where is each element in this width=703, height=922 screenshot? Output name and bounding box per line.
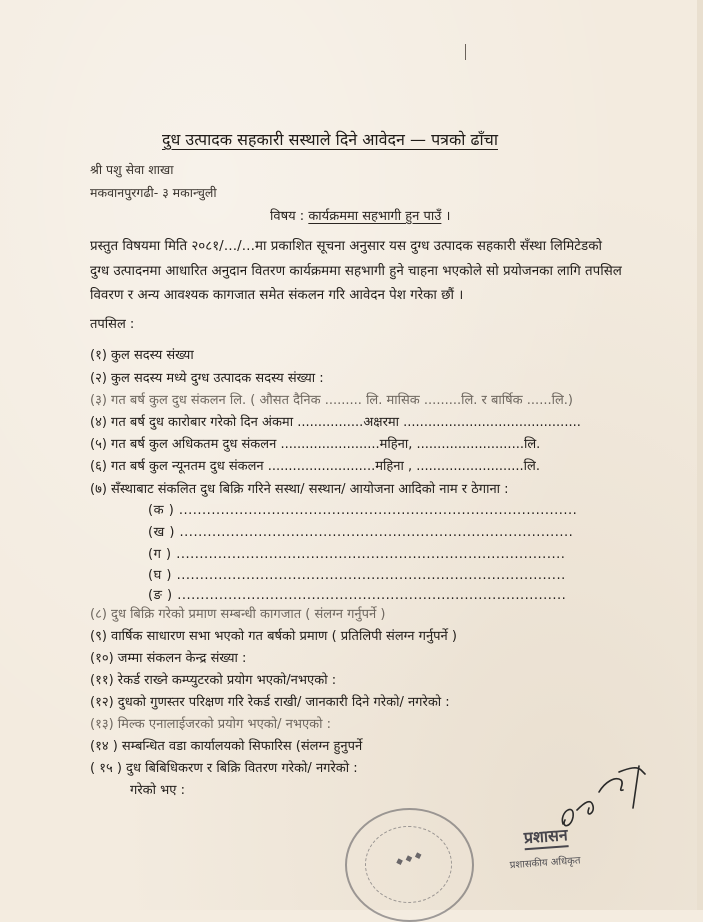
list-item: (३) गत बर्ष कुल दुध संकलन लि. ( औसत दैनिक ......... लि. मासिक .........लि. र बार्षिक ......लि.): [90, 393, 573, 408]
pen-mark: [465, 44, 466, 60]
list-item: (६) गत बर्ष कुल न्यूनतम दुध संकलन ..........................महिना , ..........................लि.: [90, 459, 540, 474]
list-item: (९) वार्षिक साधारण सभा भएको गत बर्षको प्रमाण ( प्रतिलिपी संलग्न गर्नुपर्ने ): [90, 629, 457, 644]
list-item: (१) कुल सदस्य संख्या: [90, 348, 194, 363]
body-line-3: विवरण र अन्य आवश्यक कागजात समेत संकलन गरि आवेदन पेश गरेका छौं ।: [90, 288, 464, 303]
subject-label: विषय :: [270, 209, 305, 224]
sub-list-item: (ग ) ....................................................................................: [148, 547, 566, 562]
recipient-line-1: श्री पशु सेवा शाखा: [90, 162, 174, 177]
subject-line: [270, 206, 450, 224]
list-item: (८) दुध बिक्रि गरेको प्रमाण सम्बन्धी कागजात ( संलग्न गर्नुपर्ने ): [90, 607, 386, 622]
list-item: (१०) जम्मा संकलन केन्द्र संख्या :: [90, 651, 247, 666]
list-item: (१४ ) सम्बन्धित वडा कार्यालयको सिफारिस (संलग्न हुनुपर्ने: [90, 739, 363, 754]
list-item: (७) सँस्थाबाट संकलित दुध बिक्रि गरिने सस्था/ सस्थान/ आयोजना आदिको नाम र ठेगाना :: [90, 482, 509, 497]
body-line-2: दुग्ध उत्पादनमा आधारित अनुदान वितरण कार्यक्रममा सहभागी हुने चाहना भएकोले सो प्रयोजनका लागि तपसिल: [90, 264, 622, 279]
list-item: (२) कुल सदस्य मध्ये दुग्ध उत्पादक सदस्य संख्या :: [90, 371, 324, 386]
subject-text: कार्यक्रममा सहभागी हुन पाउँ: [308, 209, 442, 224]
list-item: (५) गत बर्ष कुल अधिकतम दुध संकलन ........................महिना, ..........................लि.: [90, 437, 541, 452]
paper-edge: [697, 0, 703, 910]
sub-list-item: (क ) ......................................................................................: [148, 503, 578, 518]
list-item-followup: गरेको भए :: [130, 783, 185, 798]
subject-end: ।: [445, 209, 451, 224]
tapasil-heading: तपसिल :: [90, 317, 135, 332]
stamp-name: प्रशासन: [523, 823, 568, 850]
body-line-1: प्रस्तुत विषयमा मिति २०८१/…/…मा प्रकाशित सूचना अनुसार यस दुग्ध उत्पादक सहकारी सँस्था लिमिटेडको: [90, 239, 602, 254]
list-item: (१३) मिल्क एनालाईजरको प्रयोग भएको/ नभएको :: [90, 717, 332, 732]
recipient-line-2: मकवानपुरगढी- ३ मकान्चुली: [90, 185, 217, 200]
list-item: ( १५ ) दुध बिबिधिकरण र बिक्रि वितरण गरेको/ नगरेको :: [90, 761, 358, 776]
sub-list-item: (ख ) .....................................................................................: [148, 525, 574, 540]
list-item: (१२) दुधको गुणस्तर परिक्षण गरि रेकर्ड राखी/ जानकारी दिने गरेको/ नगरेको :: [90, 695, 450, 710]
sub-list-item: (ङ ) ....................................................................................: [148, 588, 567, 603]
stamp-title: प्रशासकीय अधिकृत: [509, 855, 581, 872]
sub-list-item: (घ ) ....................................................................................: [148, 568, 566, 583]
seal-text: ◆ ◆ ◆: [394, 850, 424, 868]
round-seal: [345, 808, 474, 922]
list-item: (४) गत बर्ष दुध कारोबार गरेको दिन अंकमा ................अक्षरमा ...........................................: [90, 415, 581, 430]
page-title: दुध उत्पादक सहकारी सस्थाले दिने आवेदन — पत्रको ढाँचा: [162, 130, 498, 149]
official-stamp: [503, 816, 667, 885]
list-item: (११) रेकर्ड राख्ने कम्प्युटरको प्रयोग भएको/नभएको :: [90, 673, 337, 688]
